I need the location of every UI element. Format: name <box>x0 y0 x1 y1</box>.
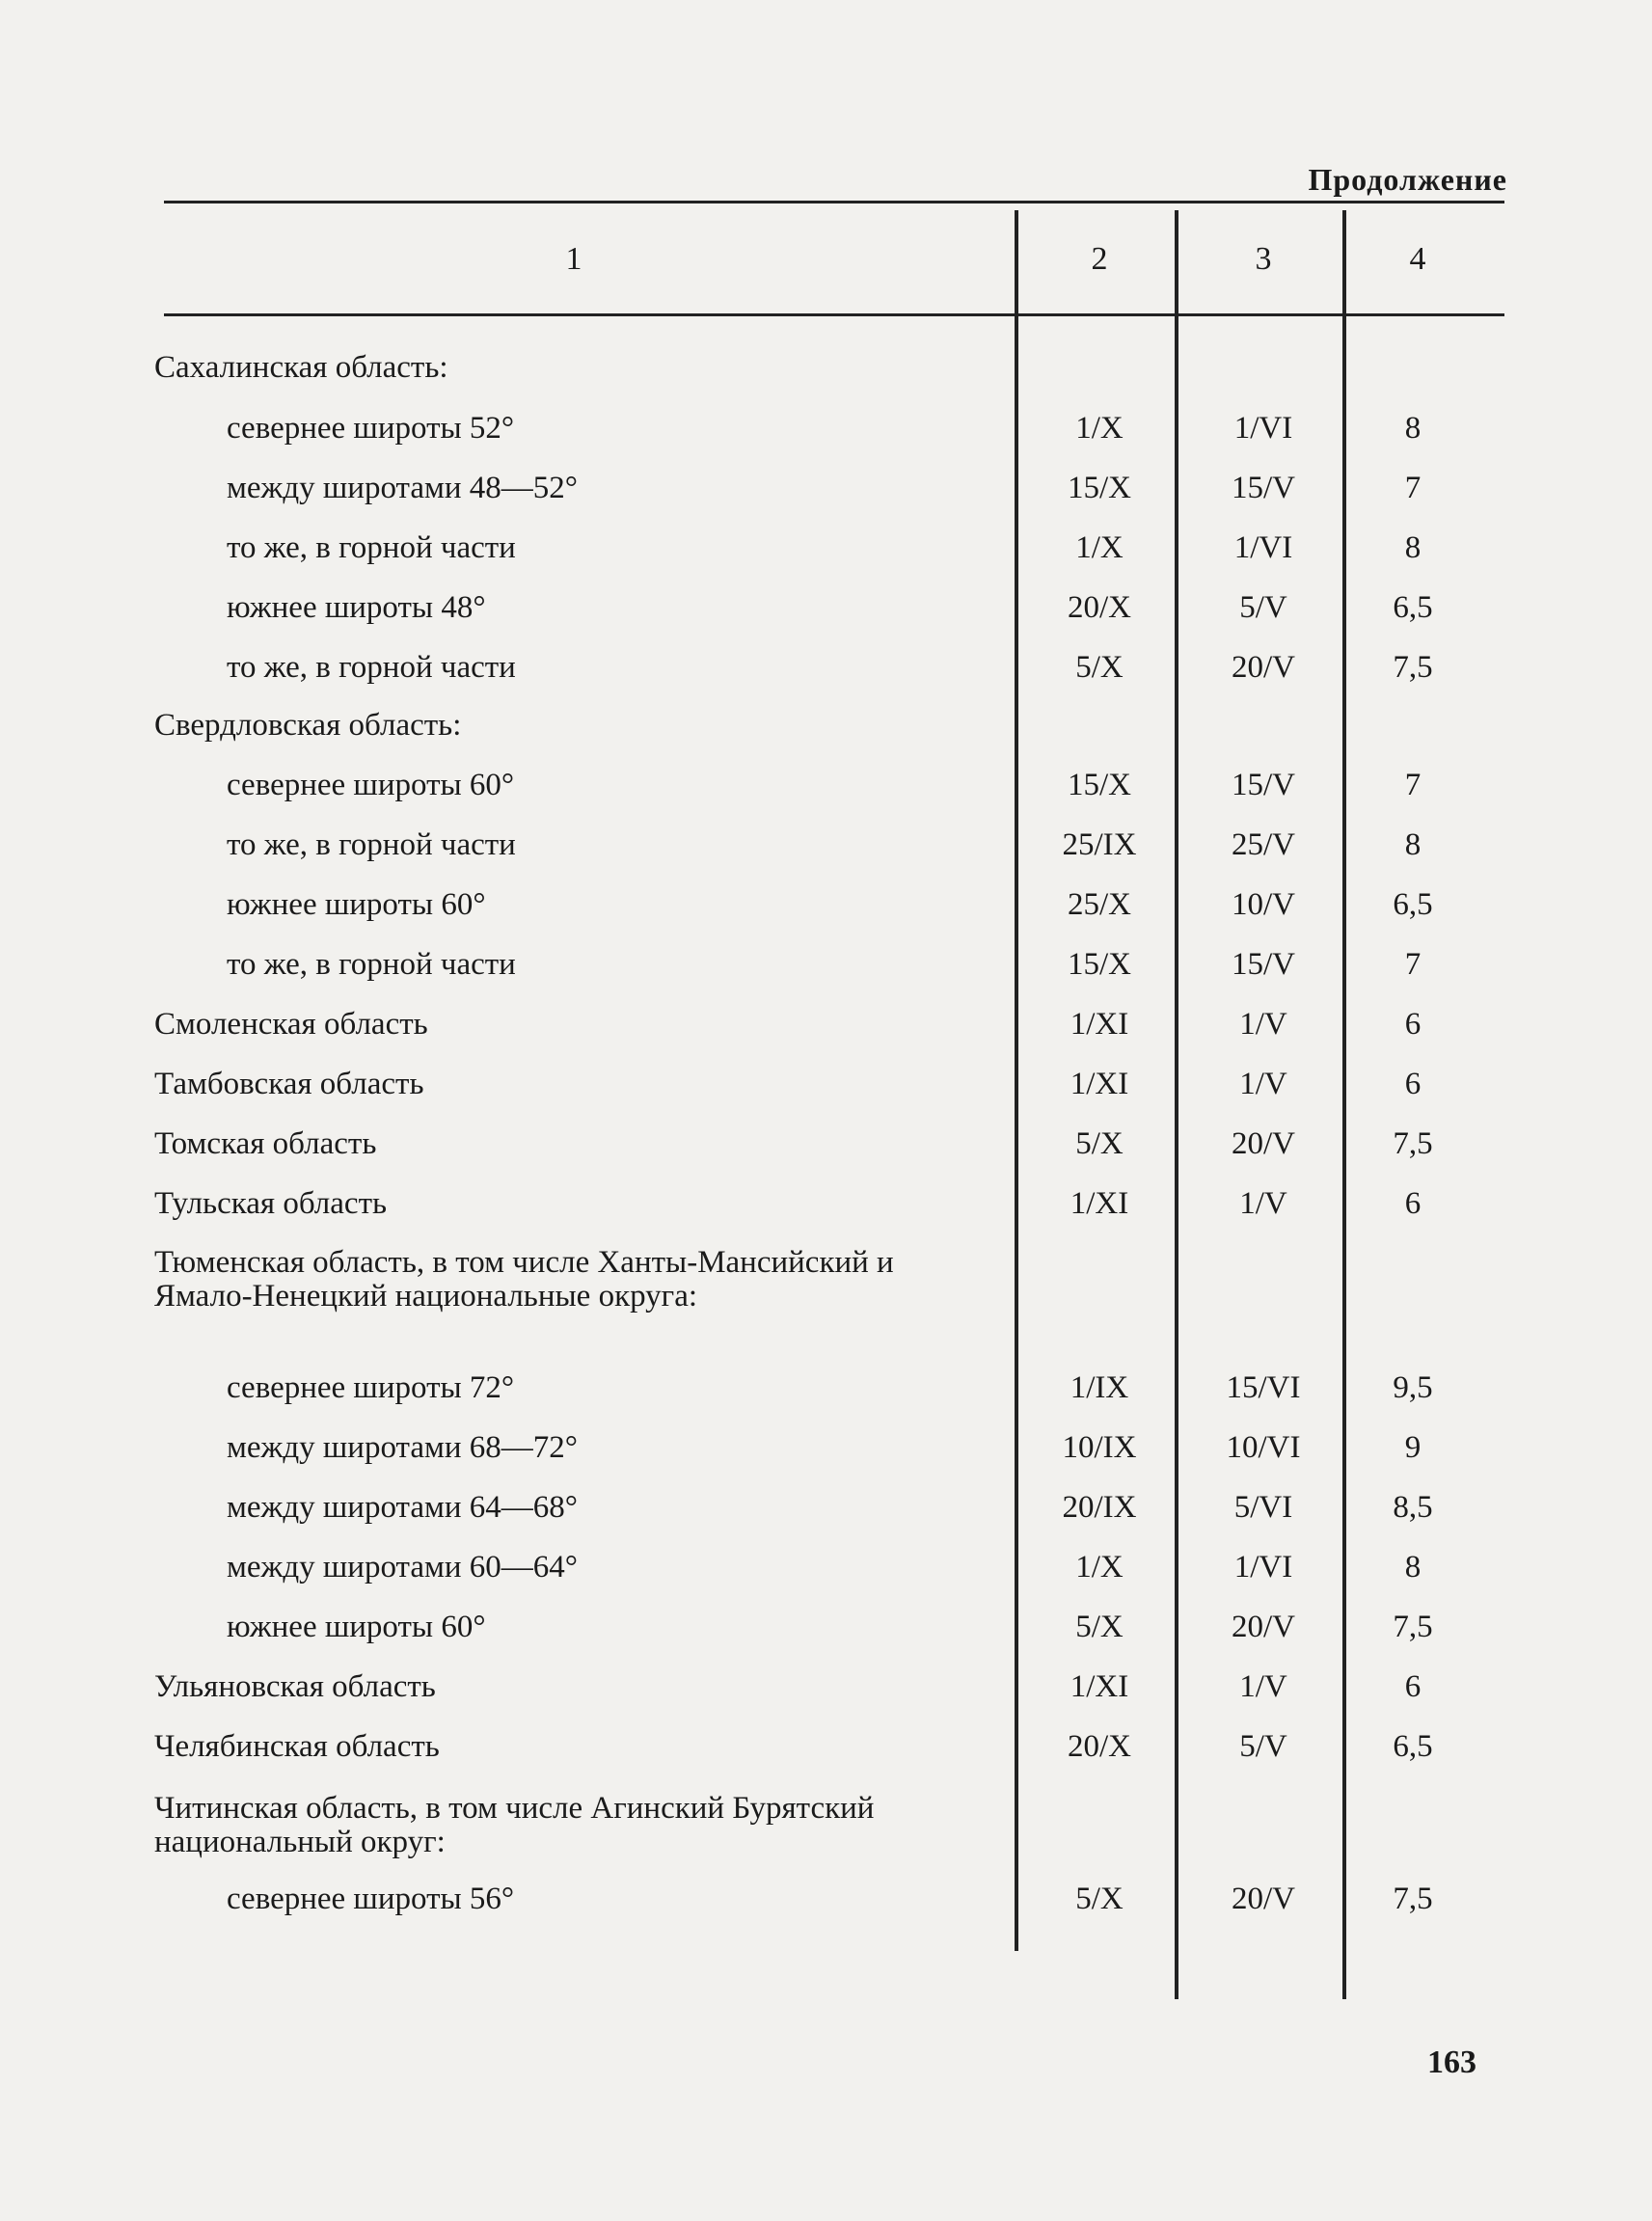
column-3-value: 1/V <box>1239 1186 1287 1221</box>
column-3-value: 1/V <box>1239 1007 1287 1042</box>
column-4-value: 6,5 <box>1393 590 1433 625</box>
region-heading: Сахалинская область: <box>154 350 448 385</box>
column-2-value: 1/XI <box>1070 1067 1129 1101</box>
column-4-value: 7,5 <box>1393 1610 1433 1644</box>
column-4-value: 8 <box>1404 827 1422 862</box>
column-3-value: 1/VI <box>1233 530 1293 565</box>
column-2-value: 10/IX <box>1062 1430 1137 1465</box>
column-4-value: 8 <box>1404 1550 1422 1584</box>
column-3-value: 1/V <box>1239 1067 1287 1101</box>
region-subitem: южнее широты 60° <box>227 1610 486 1644</box>
column-2-value: 5/X <box>1075 650 1124 685</box>
region-subitem: то же, в горной части <box>227 530 516 565</box>
column-4-value: 9,5 <box>1393 1370 1433 1405</box>
column-3-value: 15/V <box>1232 471 1295 505</box>
column-divider-3 <box>1342 210 1346 1999</box>
region-subitem: южнее широты 60° <box>227 887 486 922</box>
column-header-4: 4 <box>1409 241 1426 277</box>
column-4-value: 6 <box>1404 1669 1422 1704</box>
region-subitem: севернее широты 60° <box>227 768 515 802</box>
column-4-value: 6 <box>1404 1186 1422 1221</box>
column-3-value: 15/V <box>1232 768 1295 802</box>
column-2-value: 15/X <box>1068 947 1131 982</box>
column-header-1: 1 <box>565 241 582 277</box>
region-subitem: то же, в горной части <box>227 650 516 685</box>
region-subitem: севернее широты 52° <box>227 411 515 446</box>
region-subitem: то же, в горной части <box>227 827 516 862</box>
column-2-value: 1/XI <box>1070 1007 1129 1042</box>
column-3-value: 5/VI <box>1233 1490 1293 1525</box>
column-3-value: 1/V <box>1239 1669 1287 1704</box>
column-2-value: 1/IX <box>1070 1370 1129 1405</box>
region-subitem: то же, в горной части <box>227 947 516 982</box>
region-name: Смоленская область <box>154 1007 428 1042</box>
region-subitem: между широтами 68—72° <box>227 1430 578 1465</box>
column-4-value: 7 <box>1404 947 1422 982</box>
column-3-value: 10/VI <box>1226 1430 1301 1465</box>
column-3-value: 20/V <box>1232 1610 1295 1644</box>
column-3-value: 20/V <box>1232 1126 1295 1161</box>
column-3-value: 15/VI <box>1226 1370 1301 1405</box>
column-divider-1 <box>1015 210 1018 1951</box>
column-3-value: 10/V <box>1232 887 1295 922</box>
column-4-value: 6,5 <box>1393 887 1433 922</box>
column-2-value: 5/X <box>1075 1126 1124 1161</box>
column-4-value: 7 <box>1404 768 1422 802</box>
column-2-value: 15/X <box>1068 471 1131 505</box>
column-2-value: 5/X <box>1075 1610 1124 1644</box>
region-name: Тульская область <box>154 1186 388 1221</box>
region-subitem: между широтами 48—52° <box>227 471 578 505</box>
region-heading: Читинская область, в том числе Агинский Бурятский национальный округ: <box>154 1791 875 1859</box>
column-2-value: 25/X <box>1068 887 1131 922</box>
column-3-value: 1/VI <box>1233 411 1293 446</box>
column-2-value: 1/X <box>1075 411 1124 446</box>
column-4-value: 8,5 <box>1393 1490 1433 1525</box>
column-2-value: 5/X <box>1075 1882 1124 1916</box>
column-2-value: 15/X <box>1068 768 1131 802</box>
column-2-value: 1/XI <box>1070 1669 1129 1704</box>
column-4-value: 7,5 <box>1393 650 1433 685</box>
column-2-value: 1/X <box>1075 1550 1124 1584</box>
column-4-value: 7 <box>1404 471 1422 505</box>
column-4-value: 8 <box>1404 530 1422 565</box>
column-3-value: 20/V <box>1232 1882 1295 1916</box>
column-3-value: 5/V <box>1239 590 1287 625</box>
column-2-value: 20/X <box>1068 590 1131 625</box>
table-top-rule <box>164 201 1504 203</box>
column-4-value: 9 <box>1404 1430 1422 1465</box>
page-number: 163 <box>1427 2045 1476 2080</box>
column-4-value: 7,5 <box>1393 1882 1433 1916</box>
region-name: Тамбовская область <box>154 1067 424 1101</box>
column-4-value: 8 <box>1404 411 1422 446</box>
column-3-value: 5/V <box>1239 1729 1287 1764</box>
table-header-rule <box>164 313 1504 316</box>
column-4-value: 7,5 <box>1393 1126 1433 1161</box>
column-2-value: 25/IX <box>1062 827 1137 862</box>
column-2-value: 1/XI <box>1070 1186 1129 1221</box>
column-3-value: 25/V <box>1232 827 1295 862</box>
column-4-value: 6 <box>1404 1067 1422 1101</box>
continuation-label: Продолжение <box>1308 162 1507 197</box>
region-name: Челябинская область <box>154 1729 440 1764</box>
column-4-value: 6 <box>1404 1007 1422 1042</box>
region-heading: Тюменская область, в том числе Ханты-Мансийский и Ямало-Ненецкий национальные округа: <box>154 1245 894 1314</box>
column-2-value: 20/X <box>1068 1729 1131 1764</box>
column-2-value: 20/IX <box>1062 1490 1137 1525</box>
column-4-value: 6,5 <box>1393 1729 1433 1764</box>
column-header-2: 2 <box>1091 241 1108 277</box>
column-3-value: 15/V <box>1232 947 1295 982</box>
region-name: Томская область <box>154 1126 377 1161</box>
column-divider-2 <box>1175 210 1178 1999</box>
region-subitem: южнее широты 48° <box>227 590 486 625</box>
region-subitem: севернее широты 56° <box>227 1882 515 1916</box>
column-3-value: 1/VI <box>1233 1550 1293 1584</box>
column-2-value: 1/X <box>1075 530 1124 565</box>
column-3-value: 20/V <box>1232 650 1295 685</box>
region-subitem: между широтами 60—64° <box>227 1550 578 1584</box>
region-name: Ульяновская область <box>154 1669 436 1704</box>
region-heading: Свердловская область: <box>154 708 462 743</box>
region-subitem: между широтами 64—68° <box>227 1490 578 1525</box>
region-subitem: севернее широты 72° <box>227 1370 515 1405</box>
column-header-3: 3 <box>1255 241 1272 277</box>
